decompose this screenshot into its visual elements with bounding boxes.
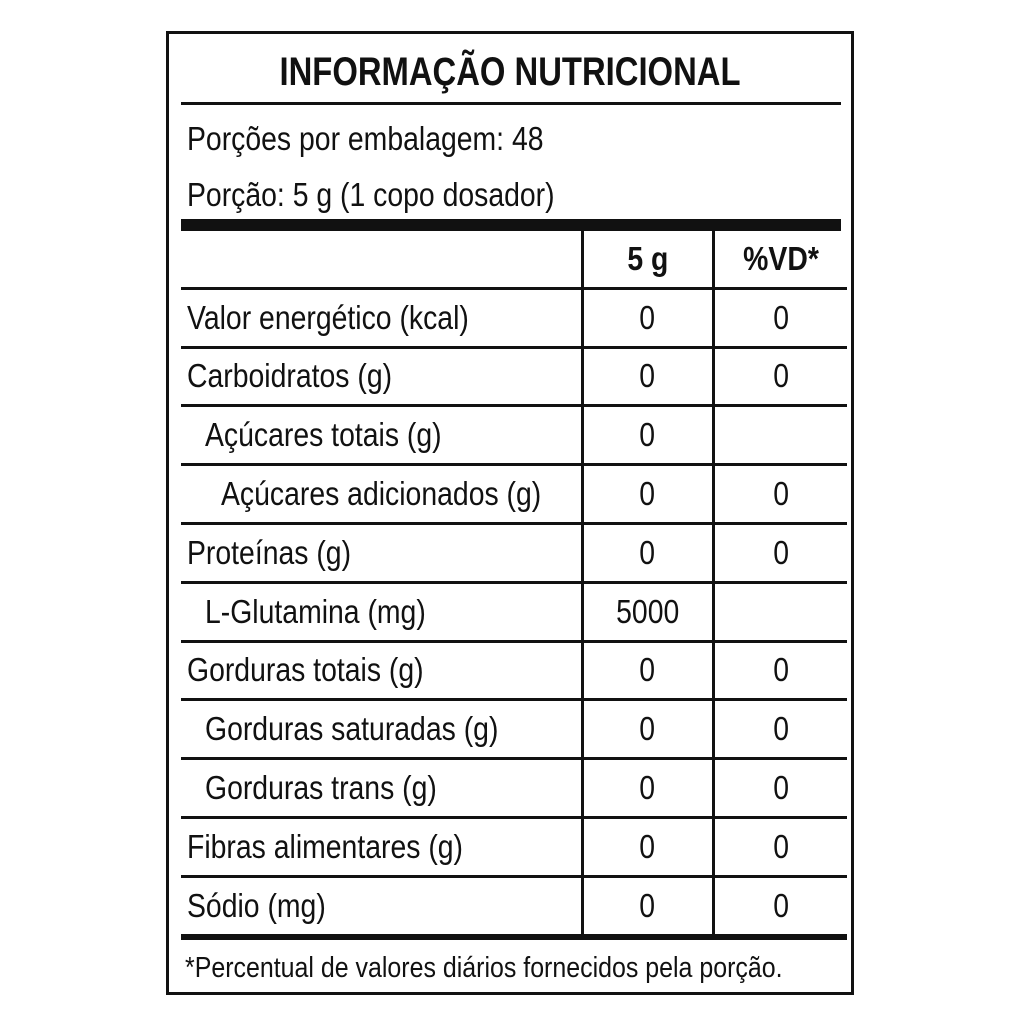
nutrient-name: Gorduras trans (g): [181, 759, 582, 818]
header-nutrient: [181, 231, 582, 288]
nutrient-name: Valor energético (kcal): [181, 288, 582, 347]
nutrient-name: Gorduras totais (g): [181, 641, 582, 700]
nutrient-daily-value: 0: [713, 759, 847, 818]
nutrient-quantity: 0: [582, 759, 713, 818]
nutrient-name: Açúcares adicionados (g): [181, 465, 582, 524]
nutrient-daily-value: 0: [713, 288, 847, 347]
nutrient-daily-value: 0: [713, 700, 847, 759]
nutrient-daily-value: 0: [713, 465, 847, 524]
nutrient-name: L-Glutamina (mg): [181, 582, 582, 641]
table-row: [181, 347, 847, 406]
header-quantity: 5 g: [582, 231, 713, 288]
table-header-row: [181, 231, 847, 288]
table-row: [181, 288, 847, 347]
nutrient-daily-value: 0: [713, 817, 847, 876]
nutrient-quantity: 0: [582, 700, 713, 759]
table-row: [181, 641, 847, 700]
table-row: [181, 523, 847, 582]
nutrient-name: Sódio (mg): [181, 876, 582, 936]
nutrient-daily-value: 0: [713, 641, 847, 700]
nutrient-daily-value: [713, 582, 847, 641]
nutrient-daily-value: 0: [713, 347, 847, 406]
nutrition-table: [181, 231, 847, 940]
thick-divider: [181, 219, 841, 231]
nutrient-quantity: 0: [582, 876, 713, 936]
table-row: [181, 406, 847, 465]
nutrient-quantity: 0: [582, 347, 713, 406]
nutrient-name: Fibras alimentares (g): [181, 817, 582, 876]
nutrient-daily-value: 0: [713, 876, 847, 936]
panel-title: INFORMAÇÃO NUTRICIONAL: [279, 50, 741, 94]
nutrition-facts-panel: [166, 31, 854, 995]
table-row: [181, 700, 847, 759]
header-daily-value: %VD*: [713, 231, 847, 288]
table-row: [181, 465, 847, 524]
table-row: [181, 817, 847, 876]
table-row: [181, 582, 847, 641]
nutrient-name: Açúcares totais (g): [181, 406, 582, 465]
nutrient-quantity: 0: [582, 817, 713, 876]
footnote: *Percentual de valores diários fornecidos pela porção.: [185, 952, 783, 984]
nutrient-quantity: 0: [582, 523, 713, 582]
nutrient-daily-value: 0: [713, 523, 847, 582]
servings-per-package: Porções por embalagem: 48: [187, 120, 544, 157]
nutrient-name: Proteínas (g): [181, 523, 582, 582]
nutrient-name: Carboidratos (g): [181, 347, 582, 406]
serving-size: Porção: 5 g (1 copo dosador): [187, 176, 555, 213]
nutrient-daily-value: [713, 406, 847, 465]
nutrient-quantity: 0: [582, 288, 713, 347]
nutrient-quantity: 5000: [582, 582, 713, 641]
nutrient-quantity: 0: [582, 641, 713, 700]
title-divider: [181, 102, 841, 105]
nutrient-name: Gorduras saturadas (g): [181, 700, 582, 759]
table-row: [181, 759, 847, 818]
nutrient-quantity: 0: [582, 406, 713, 465]
table-row: [181, 876, 847, 936]
nutrient-quantity: 0: [582, 465, 713, 524]
